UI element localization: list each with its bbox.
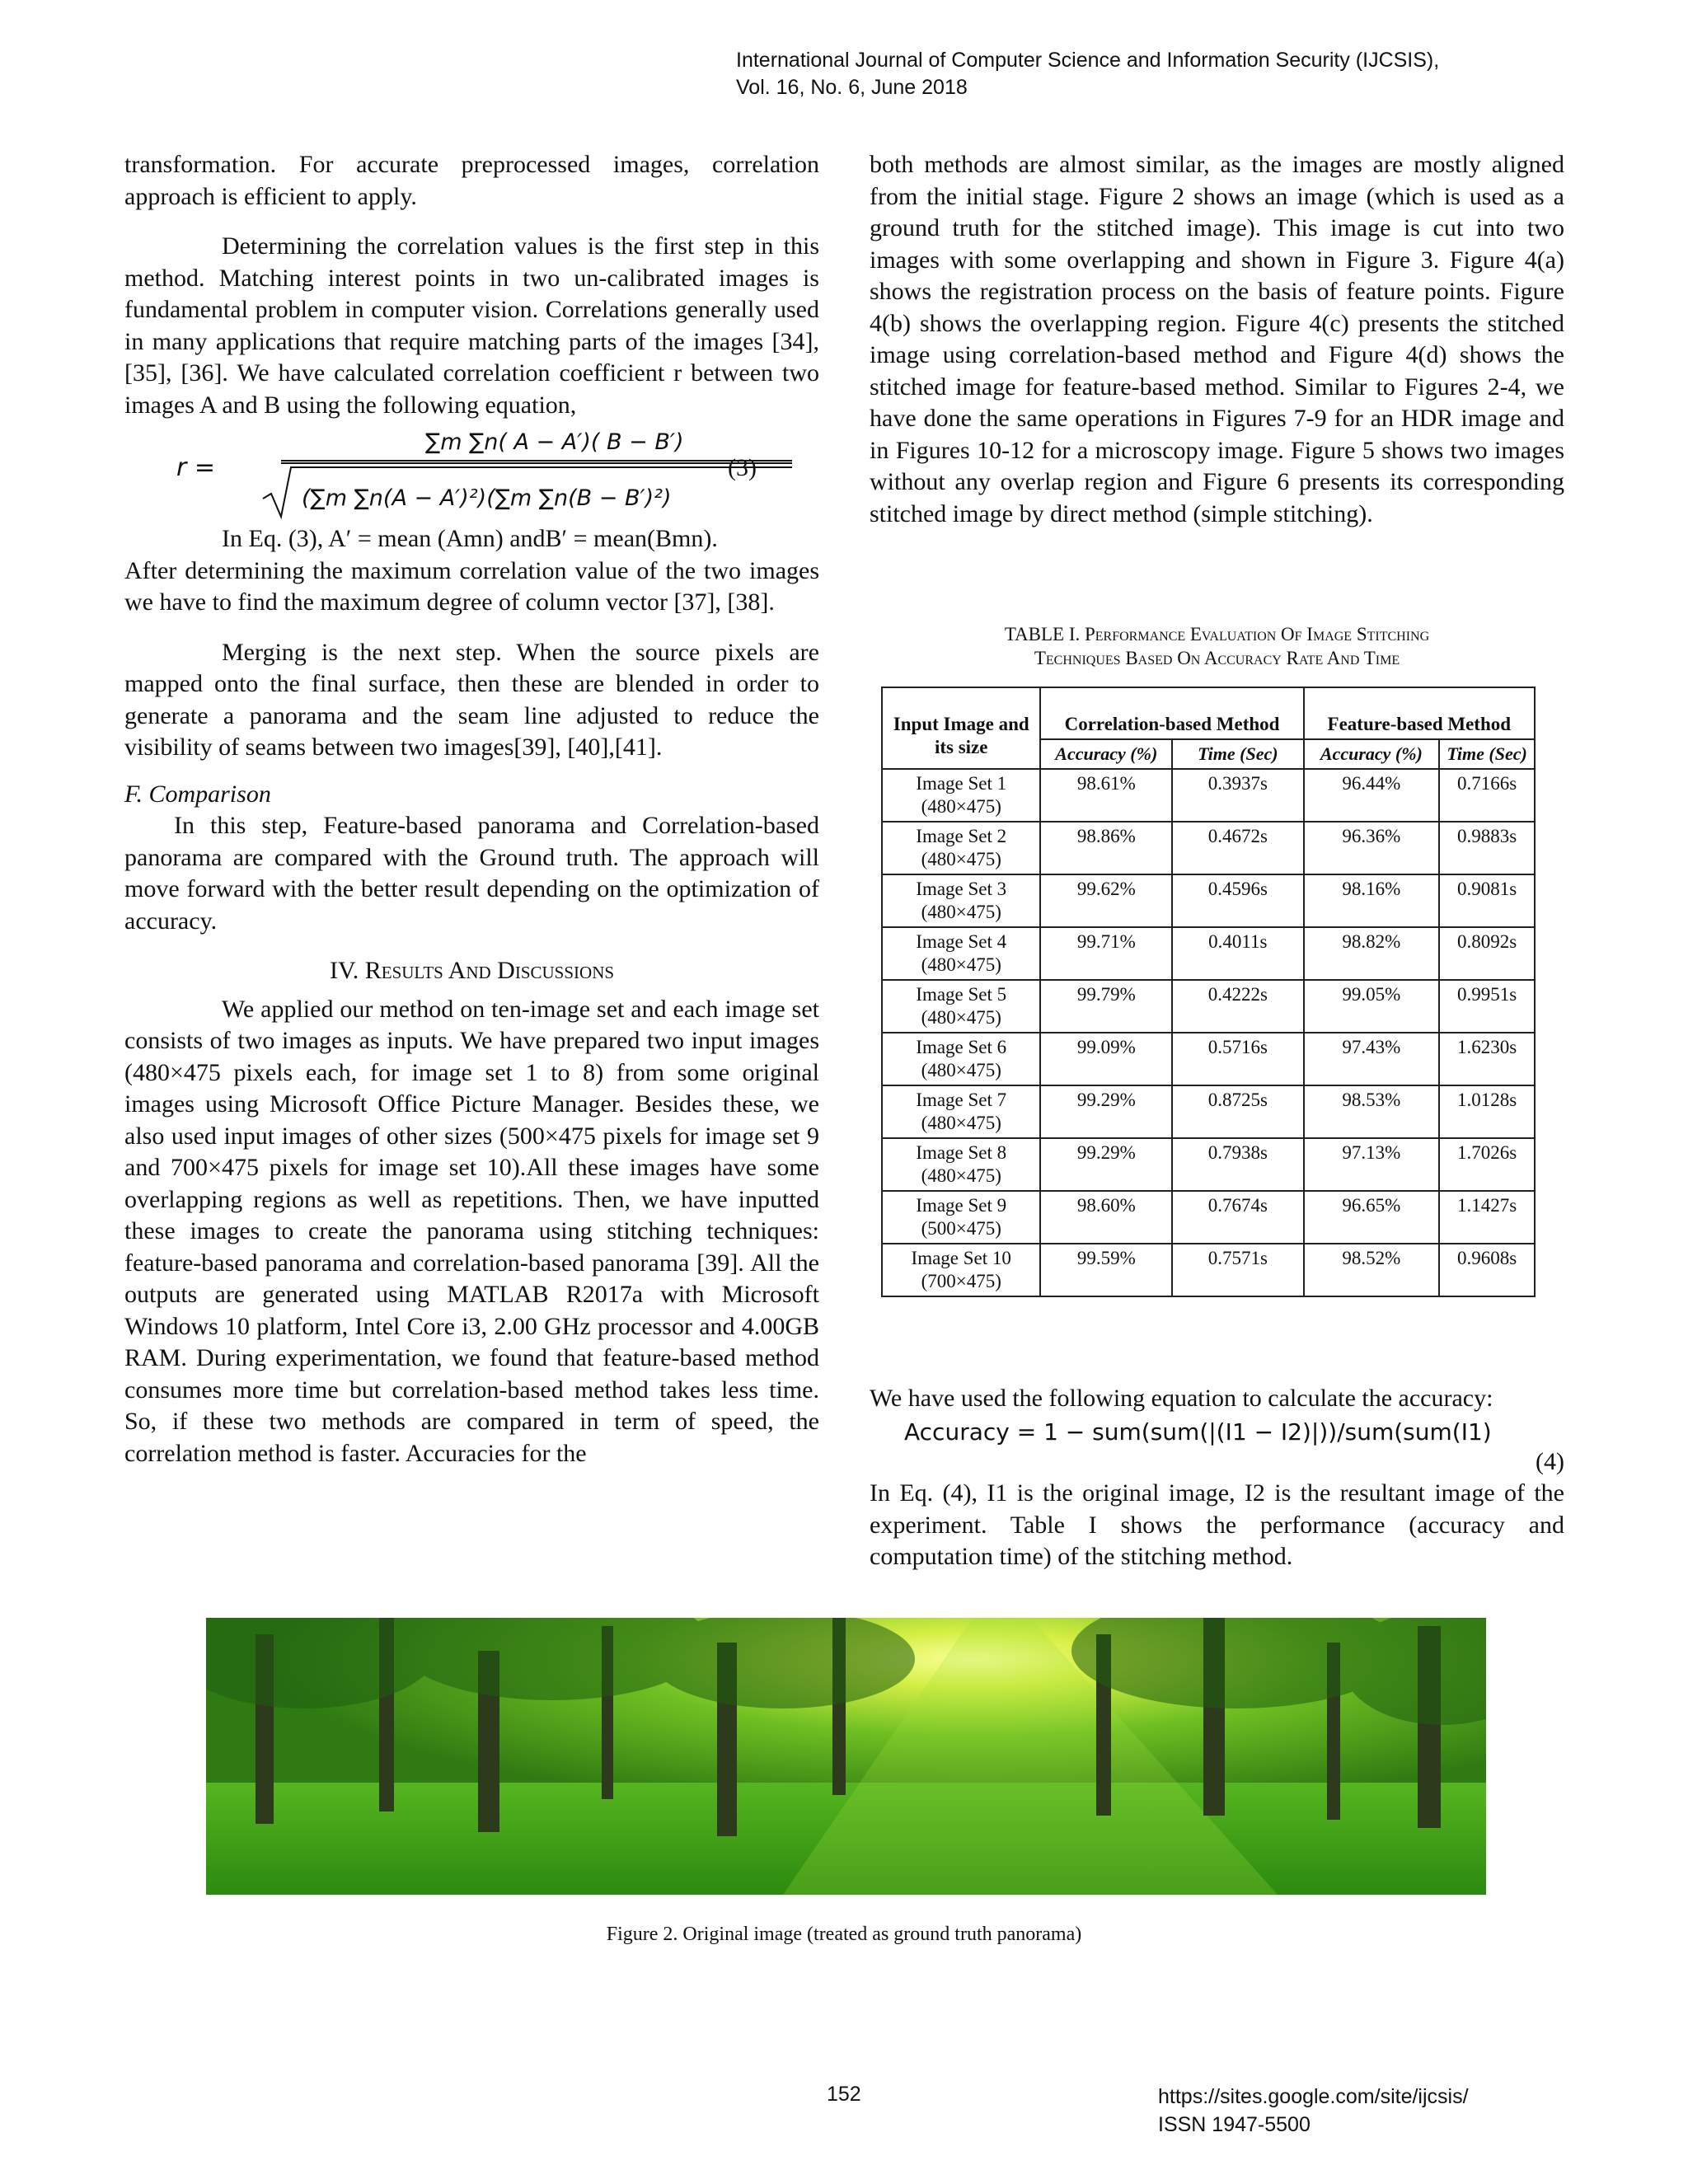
footer-issn: ISSN 1947-5500	[1158, 2113, 1311, 2136]
feature-accuracy: 98.53%	[1304, 1085, 1440, 1138]
feature-time: 0.9951s	[1439, 980, 1535, 1033]
image-set-size: (700×475)	[921, 1271, 1001, 1291]
table-body	[882, 769, 1535, 1296]
paragraph: In this step, Feature-based panorama and Correlation-based panorama are compared with the Ground truth. The approach will move forward with the better result depending on the optimization of accuracy.	[124, 812, 819, 935]
table-row	[882, 1085, 1535, 1138]
footer-url[interactable]: https://sites.google.com/site/ijcsis/	[1158, 2085, 1469, 2108]
equation-lhs: r =	[176, 453, 216, 482]
header-accuracy: Accuracy (%)	[1040, 739, 1172, 769]
feature-accuracy: 97.13%	[1304, 1138, 1440, 1191]
left-column	[124, 149, 819, 1469]
equation-note: In Eq. (3), A′ = mean (Amn) andB′ = mean(Bmn).	[222, 525, 718, 552]
header-correlation: Correlation-based Method	[1040, 687, 1303, 739]
feature-accuracy: 98.82%	[1304, 927, 1440, 980]
correlation-time: 0.4222s	[1172, 980, 1304, 1033]
row-label	[882, 1191, 1040, 1244]
paragraph: In Eq. (4), I1 is the original image, I2 is the resultant image of the experiment. Table I shows the performance (accuracy and computation time) of the stitching method.	[870, 1479, 1564, 1570]
table-row	[882, 980, 1535, 1033]
feature-time: 0.9608s	[1439, 1244, 1535, 1296]
correlation-accuracy: 98.60%	[1040, 1191, 1172, 1244]
correlation-accuracy: 99.59%	[1040, 1244, 1172, 1296]
journal-volume: Vol. 16, No. 6, June 2018	[736, 76, 968, 99]
image-set-name: Image Set 10	[911, 1248, 1011, 1268]
image-set-size: (500×475)	[921, 1218, 1001, 1239]
svg-text:(∑m ∑n(A − A′)²)(∑m ∑n(B − B′): (∑m ∑n(A − A′)²)(∑m ∑n(B − B′)²)	[302, 485, 672, 511]
row-label	[882, 980, 1040, 1033]
image-set-size: (480×475)	[921, 1060, 1001, 1080]
paragraph: After determining the maximum correlation value of the two images we have to find the maximum degree of column vector [37], [38].	[124, 556, 819, 616]
row-label	[882, 822, 1040, 874]
feature-time: 0.9081s	[1439, 874, 1535, 927]
row-label	[882, 1033, 1040, 1085]
correlation-time: 0.4011s	[1172, 927, 1304, 980]
table-row	[882, 874, 1535, 927]
feature-accuracy: 96.36%	[1304, 822, 1440, 874]
table-caption	[870, 622, 1564, 670]
table-row	[882, 927, 1535, 980]
image-set-name: Image Set 2	[916, 826, 1007, 846]
feature-time: 0.7166s	[1439, 769, 1535, 822]
image-set-size: (480×475)	[921, 1165, 1001, 1186]
paragraph: Merging is the next step. When the source pixels are mapped onto the final surface, then these are blended in order to generate a panorama and the seam line adjusted to reduce the visibility of seams between two images[39], [40],[41].	[124, 638, 819, 761]
table-row	[882, 769, 1535, 822]
table-row	[882, 1033, 1535, 1085]
equation-fraction	[215, 424, 809, 523]
table-caption-line: Techniques Based On Accuracy Rate And Time	[1034, 648, 1400, 668]
correlation-accuracy: 99.79%	[1040, 980, 1172, 1033]
feature-accuracy: 97.43%	[1304, 1033, 1440, 1085]
image-set-size: (480×475)	[921, 902, 1001, 922]
page-number: 152	[827, 2083, 861, 2106]
feature-accuracy: 96.44%	[1304, 769, 1440, 822]
footer-info	[1158, 2083, 1469, 2139]
feature-accuracy: 98.52%	[1304, 1244, 1440, 1296]
image-set-size: (480×475)	[921, 1007, 1001, 1028]
correlation-time: 0.4596s	[1172, 874, 1304, 927]
header-feature: Feature-based Method	[1304, 687, 1535, 739]
row-label	[882, 1244, 1040, 1296]
correlation-time: 0.7571s	[1172, 1244, 1304, 1296]
row-label	[882, 769, 1040, 822]
subsection-heading: F. Comparison	[124, 780, 271, 808]
row-label	[882, 874, 1040, 927]
forest-figure	[206, 1618, 1486, 1895]
feature-time: 0.9883s	[1439, 822, 1535, 874]
feature-time: 1.7026s	[1439, 1138, 1535, 1191]
row-label	[882, 927, 1040, 980]
figure-caption: Figure 2. Original image (treated as ground truth panorama)	[606, 1924, 1082, 1945]
correlation-accuracy: 99.09%	[1040, 1033, 1172, 1085]
feature-accuracy: 99.05%	[1304, 980, 1440, 1033]
journal-header	[736, 47, 1439, 101]
image-set-size: (480×475)	[921, 796, 1001, 817]
paragraph: Determining the correlation values is the first step in this method. Matching interest points in two un-calibrated images is fundamental problem in computer vision. Correlations generally used in many applications that require matching parts of the images [34], [35], [36]. We have calculated correlation coefficient r between two images A and B using the following equation,	[124, 232, 819, 419]
equation-4-number: (4)	[1536, 1447, 1564, 1475]
image-set-name: Image Set 4	[916, 931, 1007, 952]
table-header-row	[882, 687, 1535, 739]
equation-3	[124, 424, 819, 523]
table-row	[882, 1138, 1535, 1191]
table-row	[882, 1244, 1535, 1296]
correlation-accuracy: 99.62%	[1040, 874, 1172, 927]
image-set-size: (480×475)	[921, 849, 1001, 869]
image-set-name: Image Set 9	[916, 1195, 1007, 1216]
correlation-time: 0.4672s	[1172, 822, 1304, 874]
equation-4	[870, 1417, 1564, 1446]
correlation-accuracy: 99.71%	[1040, 927, 1172, 980]
feature-time: 0.8092s	[1439, 927, 1535, 980]
paragraph: transformation. For accurate preprocessed images, correlation approach is efficient to apply.	[124, 151, 819, 210]
paragraph: We have used the following equation to calculate the accuracy:	[870, 1385, 1493, 1412]
equation-number: (3)	[728, 454, 757, 481]
image-set-name: Image Set 8	[916, 1142, 1007, 1163]
header-time: Time (Sec)	[1439, 739, 1535, 769]
forest-image	[206, 1618, 1486, 1895]
image-set-size: (480×475)	[921, 954, 1001, 975]
right-column-lower	[870, 1383, 1564, 1573]
image-set-name: Image Set 1	[916, 773, 1007, 794]
right-column	[870, 149, 1564, 530]
section-heading: IV. Results And Discussions	[329, 957, 615, 984]
paragraph: both methods are almost similar, as the images are mostly aligned from the initial stage. Figure 2 shows an image (which is used as a ground truth for the stitched image). This image is cut into two images with some overlapping and shown in Figure 3. Figure 4(a) shows the registration process on the basis of feature points. Figure 4(b) shows the overlapping region. Figure 4(c) presents the stitched image using correlation-based method and Figure 4(d) shows the stitched image for feature-based method. Similar to Figures 2-4, we have done the same operations in Figures 7-9 for an HDR image and in Figures 10-12 for a microscopy image. Figure 5 shows two images without any overlap region and Figure 6 presents its corresponding stitched image by direct method (simple stitching).	[870, 151, 1564, 527]
row-label	[882, 1085, 1040, 1138]
image-set-name: Image Set 5	[916, 984, 1007, 1005]
row-label	[882, 1138, 1040, 1191]
header-accuracy: Accuracy (%)	[1304, 739, 1440, 769]
correlation-accuracy: 99.29%	[1040, 1085, 1172, 1138]
correlation-time: 0.3937s	[1172, 769, 1304, 822]
image-set-name: Image Set 3	[916, 879, 1007, 899]
correlation-accuracy: 98.86%	[1040, 822, 1172, 874]
table-row	[882, 822, 1535, 874]
header-input: Input Image and its size	[882, 687, 1040, 769]
correlation-accuracy: 98.61%	[1040, 769, 1172, 822]
paragraph: We applied our method on ten-image set and each image set consists of two images as inputs. We have prepared two input images (480×475 pixels each, for image set 1 to 8) from some original images using Microsoft Office Picture Manager. Besides these, we also used input images of other sizes (500×475 pixels for image set 9 and 700×475 pixels for image set 10).All these images have some overlapping regions as well as repetitions. Then, we have inputted these images to create the panorama using stitching techniques: feature-based panorama and correlation-based panorama [39]. All the outputs are generated using MATLAB R2017a with Microsoft Windows 10 platform, Intel Core i3, 2.00 GHz processor and 4.00GB RAM. During experimentation, we found that feature-based method consumes more time but correlation-based method takes less time. So, if these two methods are compared in term of speed, the correlation method is faster. Accuracies for the	[124, 995, 819, 1467]
journal-title: International Journal of Computer Science and Information Security (IJCSIS),	[736, 49, 1440, 72]
table-row	[882, 1191, 1535, 1244]
header-time: Time (Sec)	[1172, 739, 1304, 769]
equation-4-body: Accuracy = 1 − sum(sum(|(I1 − I2)|))/sum(sum(I1)	[904, 1418, 1492, 1446]
image-set-size: (480×475)	[921, 1113, 1001, 1133]
feature-time: 1.1427s	[1439, 1191, 1535, 1244]
feature-time: 1.6230s	[1439, 1033, 1535, 1085]
correlation-time: 0.5716s	[1172, 1033, 1304, 1085]
feature-accuracy: 96.65%	[1304, 1191, 1440, 1244]
feature-time: 1.0128s	[1439, 1085, 1535, 1138]
svg-text:∑m ∑n( A − A′)( B − B′): ∑m ∑n( A − A′)( B − B′)	[425, 429, 684, 455]
image-set-name: Image Set 6	[916, 1037, 1007, 1057]
image-set-name: Image Set 7	[916, 1090, 1007, 1110]
correlation-time: 0.7938s	[1172, 1138, 1304, 1191]
correlation-accuracy: 99.29%	[1040, 1138, 1172, 1191]
performance-table	[881, 687, 1536, 1297]
table-caption-line: TABLE I. Performance Evaluation Of Image Stitching	[1004, 624, 1430, 644]
correlation-time: 0.7674s	[1172, 1191, 1304, 1244]
feature-accuracy: 98.16%	[1304, 874, 1440, 927]
correlation-time: 0.8725s	[1172, 1085, 1304, 1138]
